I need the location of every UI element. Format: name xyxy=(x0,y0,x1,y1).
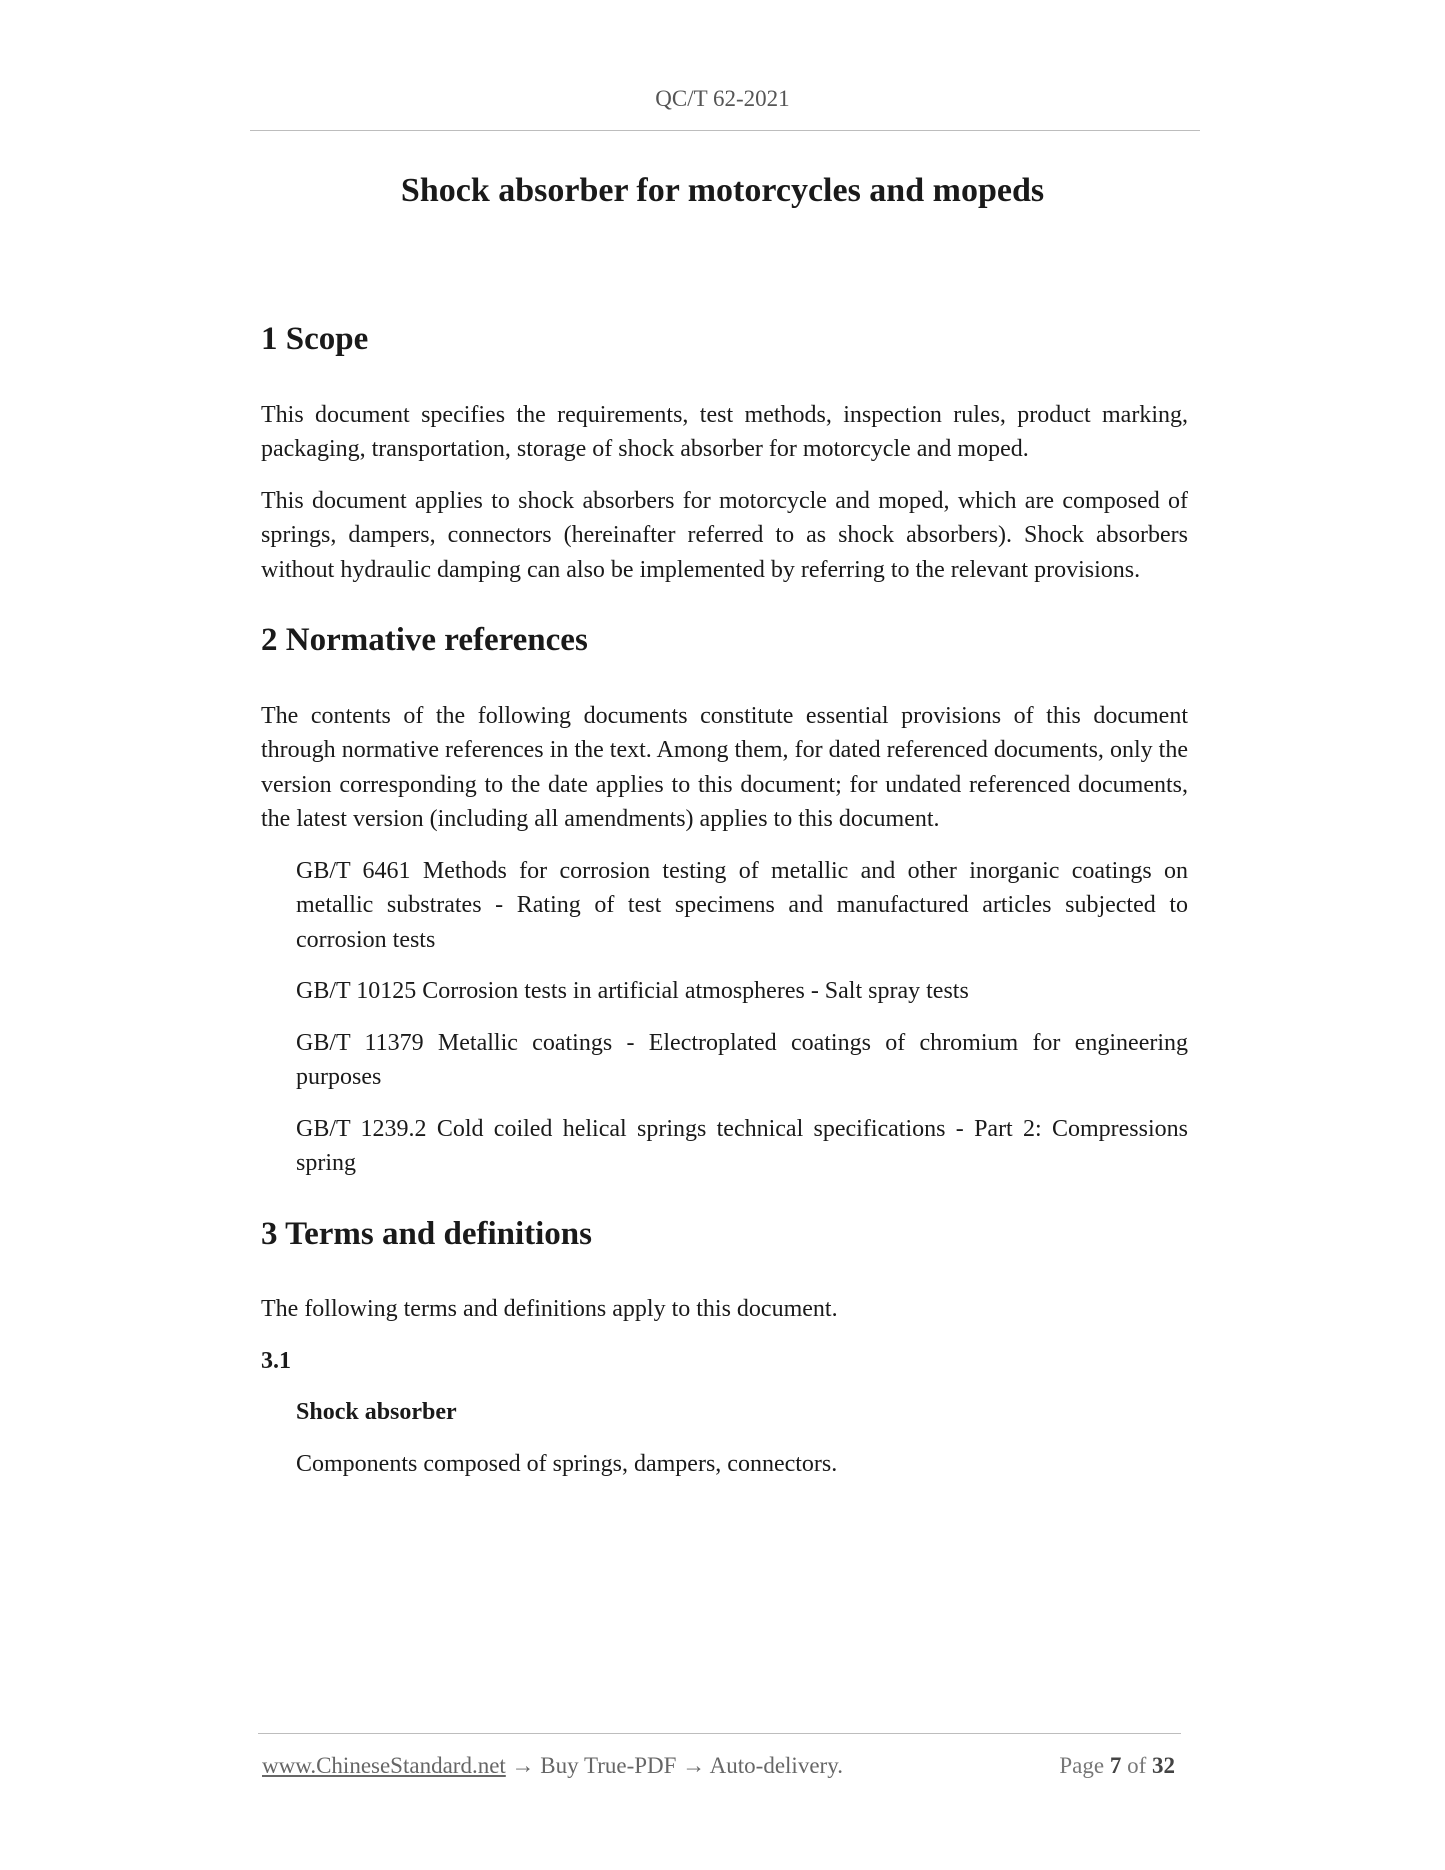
page-total: 32 xyxy=(1152,1753,1175,1778)
normative-paragraph: The contents of the following documents constitute essential provisions of this document through normative references in the text. Among them, for dated referenced documents, only the version corresponding to the date applies to this document; for undated referenced documents, the latest version (including all amendments) applies to this document. xyxy=(261,702,1188,833)
footer-site-link[interactable]: www.ChineseStandard.net xyxy=(262,1753,506,1778)
page-indicator xyxy=(1059,1753,1175,1779)
footer-divider xyxy=(258,1733,1181,1734)
header-document-id: QC/T 62-2021 xyxy=(655,86,790,111)
section-heading-normative-references: 2 Normative references xyxy=(261,622,588,659)
section-heading-terms-definitions: 3 Terms and definitions xyxy=(261,1215,592,1252)
term-number: 3.1 xyxy=(261,1347,291,1374)
term-name: Shock absorber xyxy=(296,1399,457,1426)
document-body xyxy=(261,320,1188,1481)
arrow-right-icon: → xyxy=(682,1753,706,1778)
terms-paragraph: The following terms and definitions apply to this document. xyxy=(261,1296,838,1323)
section-heading-scope: 1 Scope xyxy=(261,321,369,357)
reference-item: GB/T 11379 Metallic coatings - Electroplated coatings of chromium for engineering purposes xyxy=(296,1029,1188,1091)
reference-item: GB/T 1239.2 Cold coiled helical springs technical specifications - Part 2: Compressions spring xyxy=(296,1115,1188,1177)
reference-item: GB/T 10125 Corrosion tests in artificial atmospheres - Salt spray tests xyxy=(296,978,969,1005)
term-definition: Components composed of springs, dampers, connectors. xyxy=(296,1450,838,1477)
reference-item: GB/T 6461 Methods for corrosion testing of metallic and other inorganic coatings on metallic substrates - Rating of test specimens and manufactured articles subjected to corrosion tests xyxy=(296,857,1188,953)
scope-paragraph-1: This document specifies the requirements, test methods, inspection rules, product marking, packaging, transportation, storage of shock absorber for motorcycle and moped. xyxy=(261,401,1188,463)
page-label: Page xyxy=(1059,1753,1105,1778)
document-title: Shock absorber for motorcycles and mopeds xyxy=(400,172,1045,209)
of-label: of xyxy=(1127,1753,1147,1778)
scope-paragraph-2: This document applies to shock absorbers for motorcycle and moped, which are composed of springs, dampers, connectors (hereinafter referred to as shock absorbers). Shock absorbers without hydraulic damping can also be implemented by referring to the relevant provisions. xyxy=(261,487,1188,583)
page-current: 7 xyxy=(1109,1753,1122,1778)
footer-promo xyxy=(262,1753,843,1779)
footer-delivery-text: Auto-delivery. xyxy=(709,1753,843,1778)
arrow-right-icon: → xyxy=(511,1753,535,1778)
header-divider xyxy=(250,130,1200,131)
footer-buy-text: Buy True-PDF xyxy=(540,1753,677,1778)
